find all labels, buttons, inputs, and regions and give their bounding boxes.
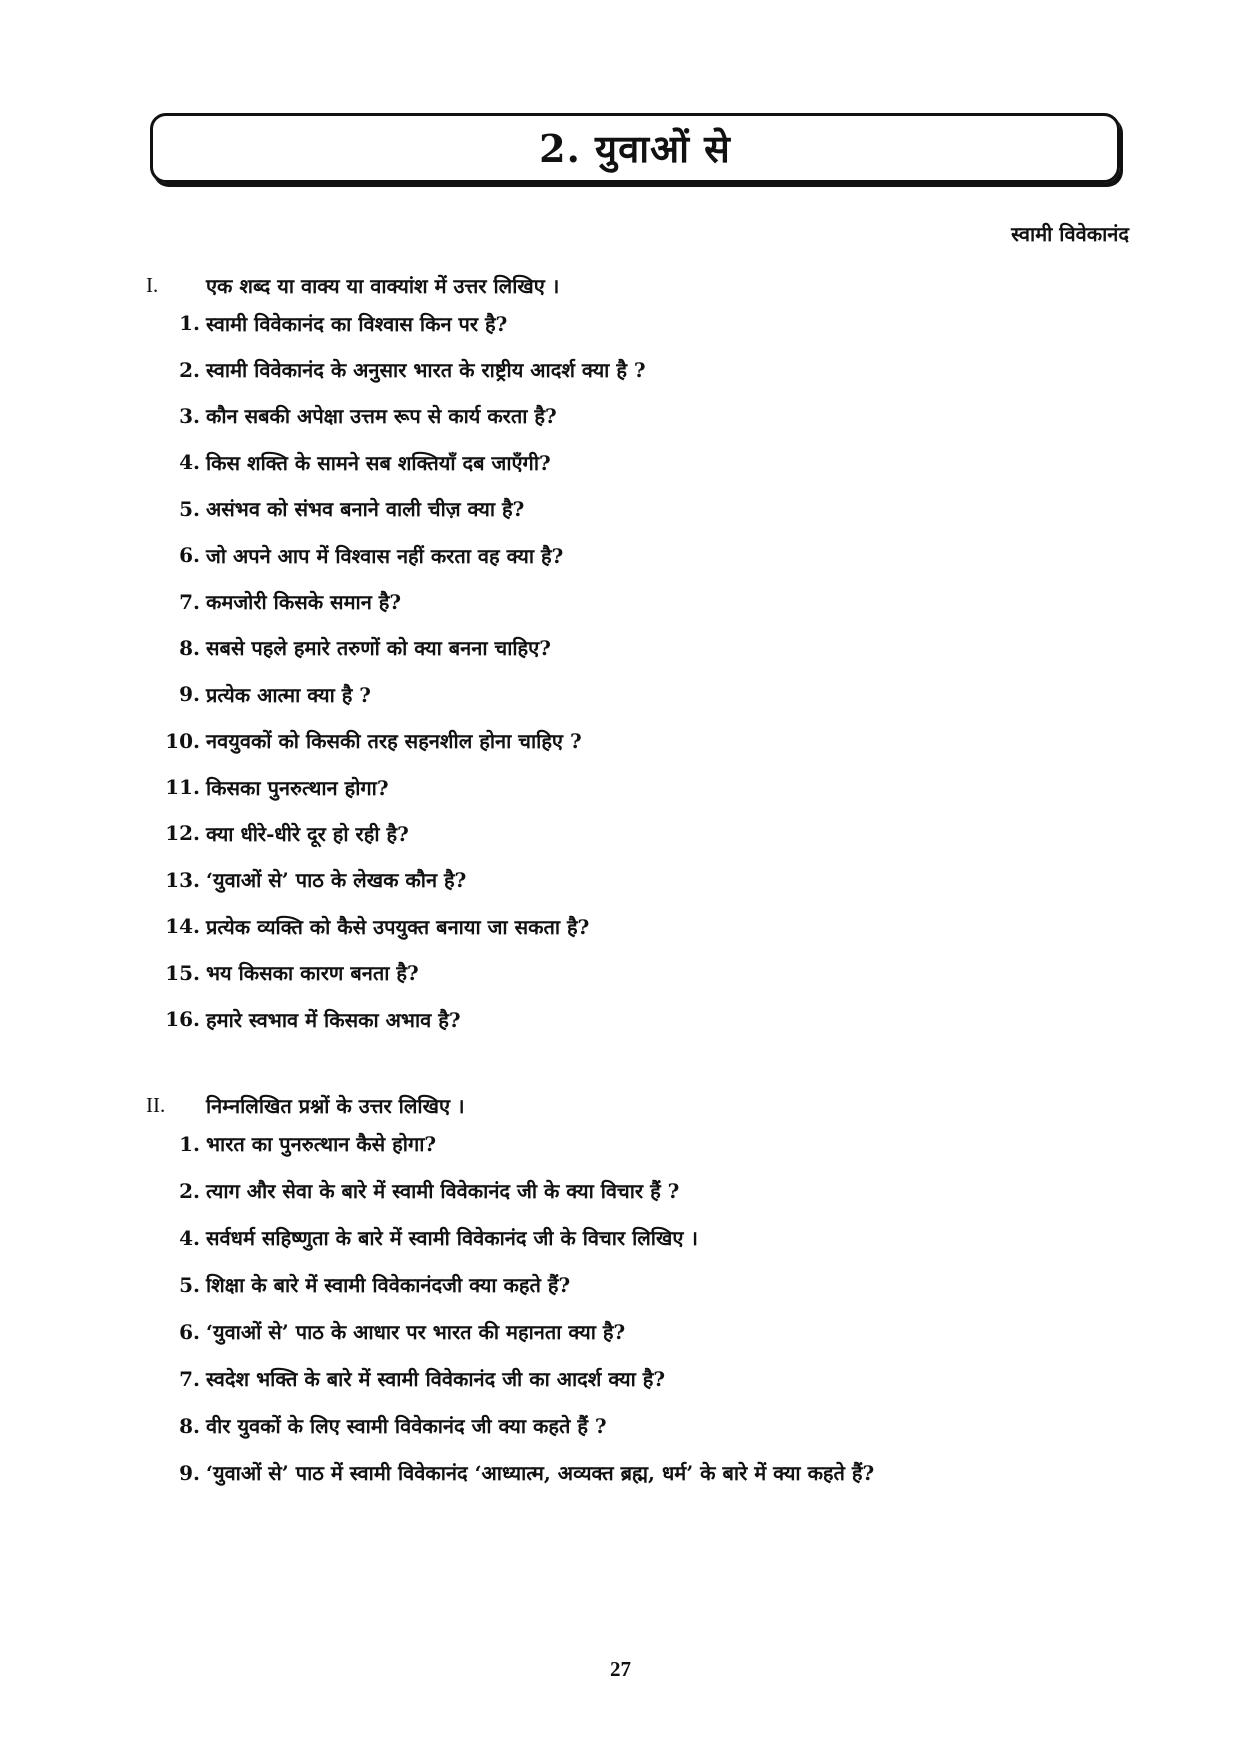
question-number: 5. — [179, 496, 200, 521]
question-number: 8. — [179, 1413, 200, 1438]
question-text: ‘युवाओं से’ पाठ में स्वामी विवेकानंद ‘आध्यात्म, अव्यक्त ब्रह्म, धर्म’ के बारे में क्या कहते हैं? — [206, 1461, 875, 1485]
question-item — [146, 764, 1146, 810]
question-item — [146, 578, 1146, 624]
question-text: स्वामी विवेकानंद के अनुसार भारत के राष्ट्रीय आदर्श क्या है ? — [206, 358, 646, 383]
question-number: 16. — [165, 1007, 200, 1032]
question-text: त्याग और सेवा के बारे में स्वामी विवेकानंद जी के क्या विचार हैं ? — [206, 1179, 680, 1203]
question-text: प्रत्येक आत्मा क्या है ? — [206, 682, 372, 707]
question-number: 1. — [179, 311, 200, 336]
question-item — [146, 486, 1146, 532]
chapter-title-box — [150, 113, 1120, 183]
question-text: नवयुवकों को किसकी तरह सहनशील होना चाहिए ? — [206, 729, 582, 754]
question-number: 12. — [165, 821, 200, 846]
question-number: 10. — [165, 728, 200, 753]
question-item — [146, 810, 1146, 856]
question-item — [146, 857, 1146, 903]
question-number: 1. — [179, 1131, 200, 1156]
question-item — [146, 1355, 1146, 1402]
question-text: कौन सबकी अपेक्षा उत्तम रूप से कार्य करता है? — [206, 404, 557, 429]
question-item — [146, 393, 1146, 439]
question-item — [146, 996, 1146, 1042]
question-number: 6. — [179, 1319, 200, 1344]
question-item — [146, 439, 1146, 485]
question-number: 3. — [179, 403, 200, 428]
section-two-header — [146, 1090, 1146, 1120]
question-text: प्रत्येक व्यक्ति को कैसे उपयुक्त बनाया जा सकता है? — [206, 914, 590, 939]
question-text: हमारे स्वभाव में किसका अभाव है? — [206, 1007, 461, 1032]
question-item — [146, 903, 1146, 949]
question-item — [146, 671, 1146, 717]
question-item — [146, 346, 1146, 392]
question-number: 2. — [179, 1178, 200, 1203]
question-text: किसका पुनरुत्थान होगा? — [206, 775, 389, 800]
question-number: 9. — [179, 682, 200, 707]
question-item — [146, 949, 1146, 995]
question-text: स्वदेश भक्ति के बारे में स्वामी विवेकानंद जी का आदर्श क्या है? — [206, 1367, 666, 1391]
question-text: किस शक्ति के सामने सब शक्तियाँ दब जाएँगी? — [206, 450, 551, 475]
question-number: 4. — [179, 1225, 200, 1250]
author-name: स्वामी विवेकानंद — [1011, 222, 1129, 246]
question-item — [146, 532, 1146, 578]
question-number: 14. — [165, 914, 200, 939]
question-number: 7. — [179, 589, 200, 614]
question-number: 6. — [179, 543, 200, 568]
question-text: भय किसका कारण बनता है? — [206, 961, 419, 986]
question-number: 9. — [179, 1460, 200, 1485]
question-number: 5. — [179, 1272, 200, 1297]
question-item — [146, 718, 1146, 764]
question-item — [146, 625, 1146, 671]
section-two-instruction: निम्नलिखित प्रश्नों के उत्तर लिखिए । — [206, 1093, 465, 1118]
question-item — [146, 300, 1146, 346]
question-item — [146, 1214, 1146, 1261]
section-one-numeral: I. — [146, 272, 159, 297]
question-number: 7. — [179, 1366, 200, 1391]
question-number: 8. — [179, 635, 200, 660]
question-text: ‘युवाओं से’ पाठ के आधार पर भारत की महानता क्या है? — [206, 1320, 626, 1344]
question-text: ‘युवाओं से’ पाठ के लेखक कौन है? — [206, 868, 467, 893]
question-text: कमजोरी किसके समान है? — [206, 590, 402, 615]
question-number: 2. — [179, 357, 200, 382]
page-number: 27 — [610, 1657, 631, 1681]
section-one-instruction: एक शब्द या वाक्य या वाक्यांश में उत्तर लिखिए । — [206, 273, 560, 298]
question-item — [146, 1167, 1146, 1214]
question-item — [146, 1402, 1146, 1449]
question-text: स्वामी विवेकानंद का विश्वास किन पर है? — [206, 311, 508, 336]
question-item — [146, 1449, 1146, 1496]
question-item — [146, 1120, 1146, 1167]
question-number: 11. — [165, 775, 200, 800]
chapter-title: 2. युवाओं से — [539, 126, 731, 171]
question-text: जो अपने आप में विश्वास नहीं करता वह क्या है? — [206, 543, 564, 568]
question-text: सबसे पहले हमारे तरुणों को क्या बनना चाहिए? — [206, 636, 551, 661]
question-text: भारत का पुनरुत्थान कैसे होगा? — [206, 1132, 437, 1156]
question-text: वीर युवकों के लिए स्वामी विवेकानंद जी क्या कहते हैं ? — [206, 1414, 607, 1438]
question-text: शिक्षा के बारे में स्वामी विवेकानंदजी क्या कहते हैं? — [206, 1273, 571, 1297]
question-item — [146, 1308, 1146, 1355]
section-one-header — [146, 270, 1146, 300]
question-number: 4. — [179, 450, 200, 475]
question-text: सर्वधर्म सहिष्णुता के बारे में स्वामी विवेकानंद जी के विचार लिखिए । — [206, 1226, 698, 1250]
section-two — [146, 1090, 1146, 1496]
question-number: 13. — [165, 867, 200, 892]
question-text: क्या धीरे-धीरे दूर हो रही है? — [206, 821, 409, 846]
question-text: असंभव को संभव बनाने वाली चीज़ क्या है? — [206, 497, 525, 522]
question-item — [146, 1261, 1146, 1308]
section-two-numeral: II. — [146, 1092, 166, 1117]
section-one-question-list — [146, 300, 1146, 1042]
section-two-question-list — [146, 1120, 1146, 1496]
question-number: 15. — [165, 960, 200, 985]
section-one — [146, 270, 1146, 1042]
